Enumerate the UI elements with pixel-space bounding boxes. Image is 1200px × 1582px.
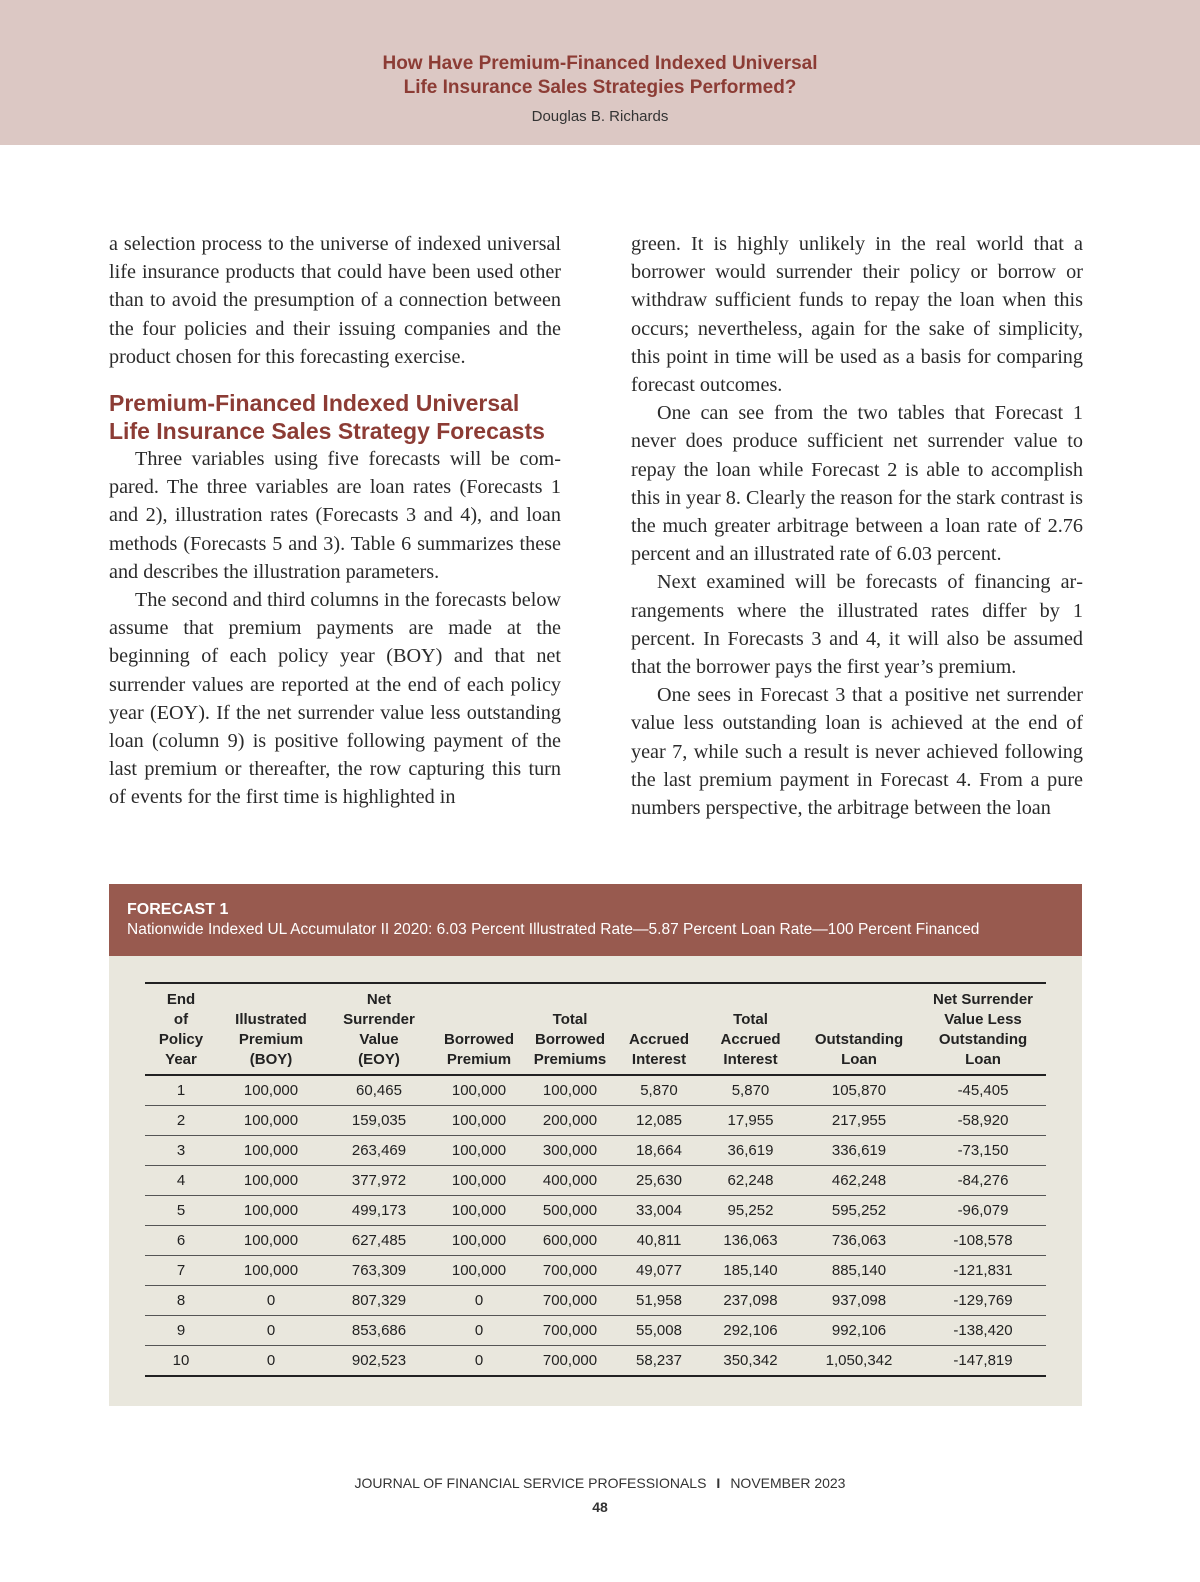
- table-cell: 700,000: [525, 1346, 615, 1377]
- table-cell: -84,276: [920, 1166, 1046, 1196]
- forecast-subtitle: Nationwide Indexed UL Accumulator II 2020: 6.03 Percent Illustrated Rate—5.87 Percent Loan Rate—100 Percent Financed: [127, 921, 980, 938]
- table-cell: 0: [433, 1316, 525, 1346]
- column-header: Outstanding Loan: [814, 1031, 904, 1068]
- table-cell: 40,811: [615, 1226, 703, 1256]
- table-cell: 7: [145, 1256, 217, 1286]
- forecast-table-panel: [109, 884, 1082, 1406]
- author: Douglas B. Richards: [531, 108, 669, 125]
- forecast-banner: [109, 884, 1082, 956]
- table-cell: 105,870: [798, 1075, 920, 1106]
- table-cell: 350,342: [703, 1346, 798, 1377]
- paragraph: One sees in Forecast 3 that a positive net surrender value less outstanding loan is achieved at the end of year 7, while such a result is never achieved following the last premium payment in Forecast 4. From a pure numbers perspective, the arbitrage between the loan: [631, 684, 1083, 820]
- column-header: Illustrated Premium (BOY): [235, 1011, 307, 1068]
- table-cell: 200,000: [525, 1106, 615, 1136]
- table-cell: 237,098: [703, 1286, 798, 1316]
- table-cell: 1: [145, 1075, 217, 1106]
- table-cell: 300,000: [525, 1136, 615, 1166]
- running-header: [0, 0, 1200, 145]
- paragraph: a selection process to the universe of indexed universal life insurance products that could have been used other than to avoid the presumption of a connection between the four policies and their issuing companies and the product chosen for this forecasting exercise.: [109, 233, 561, 368]
- table-cell: 885,140: [798, 1256, 920, 1286]
- table-cell: 217,955: [798, 1106, 920, 1136]
- table-cell: 136,063: [703, 1226, 798, 1256]
- table-header-row: [145, 983, 1046, 1075]
- table-cell: 17,955: [703, 1106, 798, 1136]
- paragraph: Next examined will be forecasts of financing arrangements where the illustrated rates differ by 1 percent. In Forecasts 3 and 4, it will also be assumed that the borrower pays the first year’s premium.: [631, 571, 1083, 679]
- section-heading: [109, 389, 561, 445]
- column-header: Net Surrender Value Less Outstanding Loan: [932, 991, 1034, 1068]
- table-cell: 100,000: [217, 1136, 325, 1166]
- table-cell: 55,008: [615, 1316, 703, 1346]
- table-cell: 100,000: [217, 1075, 325, 1106]
- table-cell: 100,000: [433, 1256, 525, 1286]
- table-row: [145, 1106, 1046, 1136]
- table-cell: 8: [145, 1286, 217, 1316]
- table-cell: 100,000: [433, 1106, 525, 1136]
- table-cell: 100,000: [433, 1136, 525, 1166]
- table-cell: 5,870: [703, 1075, 798, 1106]
- table-cell: 3: [145, 1136, 217, 1166]
- table-row: [145, 1286, 1046, 1316]
- table-cell: 100,000: [217, 1106, 325, 1136]
- table-row: [145, 1226, 1046, 1256]
- table-cell: 100,000: [217, 1196, 325, 1226]
- table-cell: -147,819: [920, 1346, 1046, 1377]
- table-cell: 100,000: [433, 1166, 525, 1196]
- table-cell: 62,248: [703, 1166, 798, 1196]
- table-cell: -138,420: [920, 1316, 1046, 1346]
- table-cell: 627,485: [325, 1226, 433, 1256]
- table-cell: 377,972: [325, 1166, 433, 1196]
- table-cell: 100,000: [217, 1166, 325, 1196]
- table-cell: 18,664: [615, 1136, 703, 1166]
- table-cell: 58,237: [615, 1346, 703, 1377]
- column-header: Net Surrender Value (EOY): [343, 991, 415, 1068]
- table-cell: 400,000: [525, 1166, 615, 1196]
- table-cell: 100,000: [433, 1196, 525, 1226]
- table-cell: 95,252: [703, 1196, 798, 1226]
- table-row: [145, 1075, 1046, 1106]
- table-cell: 0: [217, 1346, 325, 1377]
- column-header: Borrowed Premium: [443, 1031, 514, 1068]
- table-cell: 0: [433, 1346, 525, 1377]
- table-cell: 100,000: [525, 1075, 615, 1106]
- table-cell: 100,000: [217, 1256, 325, 1286]
- table-cell: 595,252: [798, 1196, 920, 1226]
- table-cell: 12,085: [615, 1106, 703, 1136]
- table-cell: 462,248: [798, 1166, 920, 1196]
- table-row: [145, 1316, 1046, 1346]
- table-cell: 100,000: [217, 1226, 325, 1256]
- table-cell: -96,079: [920, 1196, 1046, 1226]
- table-cell: 992,106: [798, 1316, 920, 1346]
- table-cell: 36,619: [703, 1136, 798, 1166]
- table-cell: 500,000: [525, 1196, 615, 1226]
- table-cell: 0: [217, 1316, 325, 1346]
- table-cell: 937,098: [798, 1286, 920, 1316]
- article-title-line2: Life Insurance Sales Strategies Performed?: [403, 77, 797, 98]
- table-cell: 292,106: [703, 1316, 798, 1346]
- table-cell: 25,630: [615, 1166, 703, 1196]
- table-cell: 49,077: [615, 1256, 703, 1286]
- table-cell: 807,329: [325, 1286, 433, 1316]
- section-heading-line2: Life Insurance Sales Strategy Forecasts: [109, 418, 545, 445]
- table-row: [145, 1166, 1046, 1196]
- table-cell: 51,958: [615, 1286, 703, 1316]
- paragraph: Three variables using five forecasts will be compared. The three variables are loan rates (Forecasts 1 and 2), illustration rates (Forecasts 3 and 4), and loan methods (Forecasts 5 and 3). Table 6 summarizes these and describes the illustration parameters.: [109, 448, 561, 583]
- forecast-label: FORECAST 1: [127, 901, 229, 918]
- table-cell: 100,000: [433, 1226, 525, 1256]
- page-number: 48: [592, 1499, 608, 1515]
- table-cell: 10: [145, 1346, 217, 1377]
- table-cell: 6: [145, 1226, 217, 1256]
- table-cell: 700,000: [525, 1316, 615, 1346]
- table-cell: 1,050,342: [798, 1346, 920, 1377]
- footer-separator: I: [716, 1475, 721, 1491]
- table-cell: -121,831: [920, 1256, 1046, 1286]
- table-cell: 336,619: [798, 1136, 920, 1166]
- table-cell: 159,035: [325, 1106, 433, 1136]
- paragraph: One can see from the two tables that Forecast 1 never does produce sufficient net surrender value to repay the loan while Forecast 2 is able to accomplish this in year 8. Clearly the reason for the stark contrast is the much greater arbitrage between a loan rate of 2.76 percent and an illustrated rate of 6.03 percent.: [631, 402, 1083, 566]
- table-cell: 9: [145, 1316, 217, 1346]
- table-cell: 600,000: [525, 1226, 615, 1256]
- table-cell: 5,870: [615, 1075, 703, 1106]
- right-column: [631, 230, 1083, 822]
- table-cell: 100,000: [433, 1075, 525, 1106]
- paragraph: green. It is highly unlikely in the real world that a borrower would surrender their policy or borrow or withdraw sufficient funds to repay the loan when this occurs; nevertheless, again for the sake of simplicity, this point in time will be used as a basis for comparing forecast outcomes.: [631, 233, 1083, 397]
- column-header: End of Policy Year: [158, 991, 204, 1068]
- left-column: [109, 230, 561, 812]
- table-cell: -58,920: [920, 1106, 1046, 1136]
- table-row: [145, 1196, 1046, 1226]
- forecast-table: [145, 982, 1046, 1377]
- section-heading-line1: Premium-Financed Indexed Universal: [109, 390, 520, 417]
- column-header: Total Accrued Interest: [720, 1011, 781, 1068]
- table-cell: 853,686: [325, 1316, 433, 1346]
- table-cell: 0: [433, 1286, 525, 1316]
- table-cell: 700,000: [525, 1256, 615, 1286]
- table-cell: 736,063: [798, 1226, 920, 1256]
- table-cell: 33,004: [615, 1196, 703, 1226]
- table-cell: 4: [145, 1166, 217, 1196]
- journal-name: JOURNAL OF FINANCIAL SERVICE PROFESSIONALS: [354, 1475, 707, 1491]
- column-header: Accrued Interest: [628, 1031, 690, 1068]
- table-cell: 0: [217, 1286, 325, 1316]
- issue-date: NOVEMBER 2023: [730, 1475, 846, 1491]
- table-cell: 499,173: [325, 1196, 433, 1226]
- table-cell: -129,769: [920, 1286, 1046, 1316]
- page-footer: [0, 1475, 1200, 1491]
- table-cell: 60,465: [325, 1075, 433, 1106]
- table-cell: 185,140: [703, 1256, 798, 1286]
- table-cell: 763,309: [325, 1256, 433, 1286]
- paragraph: The second and third columns in the forecasts below assume that premium payments are made at the beginning of each policy year (BOY) and that net surrender values are reported at the end of each policy year (EOY). If the net surrender value less outstanding loan (column 9) is positive following payment of the last premium or thereafter, the row capturing this turn of events for the first time is highlighted in: [109, 589, 561, 809]
- table-row: [145, 1346, 1046, 1377]
- table-cell: -45,405: [920, 1075, 1046, 1106]
- table-cell: -73,150: [920, 1136, 1046, 1166]
- table-row: [145, 1136, 1046, 1166]
- article-title: [0, 52, 1200, 100]
- table-cell: -108,578: [920, 1226, 1046, 1256]
- article-title-line1: How Have Premium-Financed Indexed Universal: [382, 53, 818, 74]
- table-row: [145, 1256, 1046, 1286]
- table-cell: 2: [145, 1106, 217, 1136]
- table-cell: 5: [145, 1196, 217, 1226]
- table-cell: 700,000: [525, 1286, 615, 1316]
- table-cell: 263,469: [325, 1136, 433, 1166]
- table-cell: 902,523: [325, 1346, 433, 1377]
- column-header: Total Borrowed Premiums: [533, 1011, 607, 1068]
